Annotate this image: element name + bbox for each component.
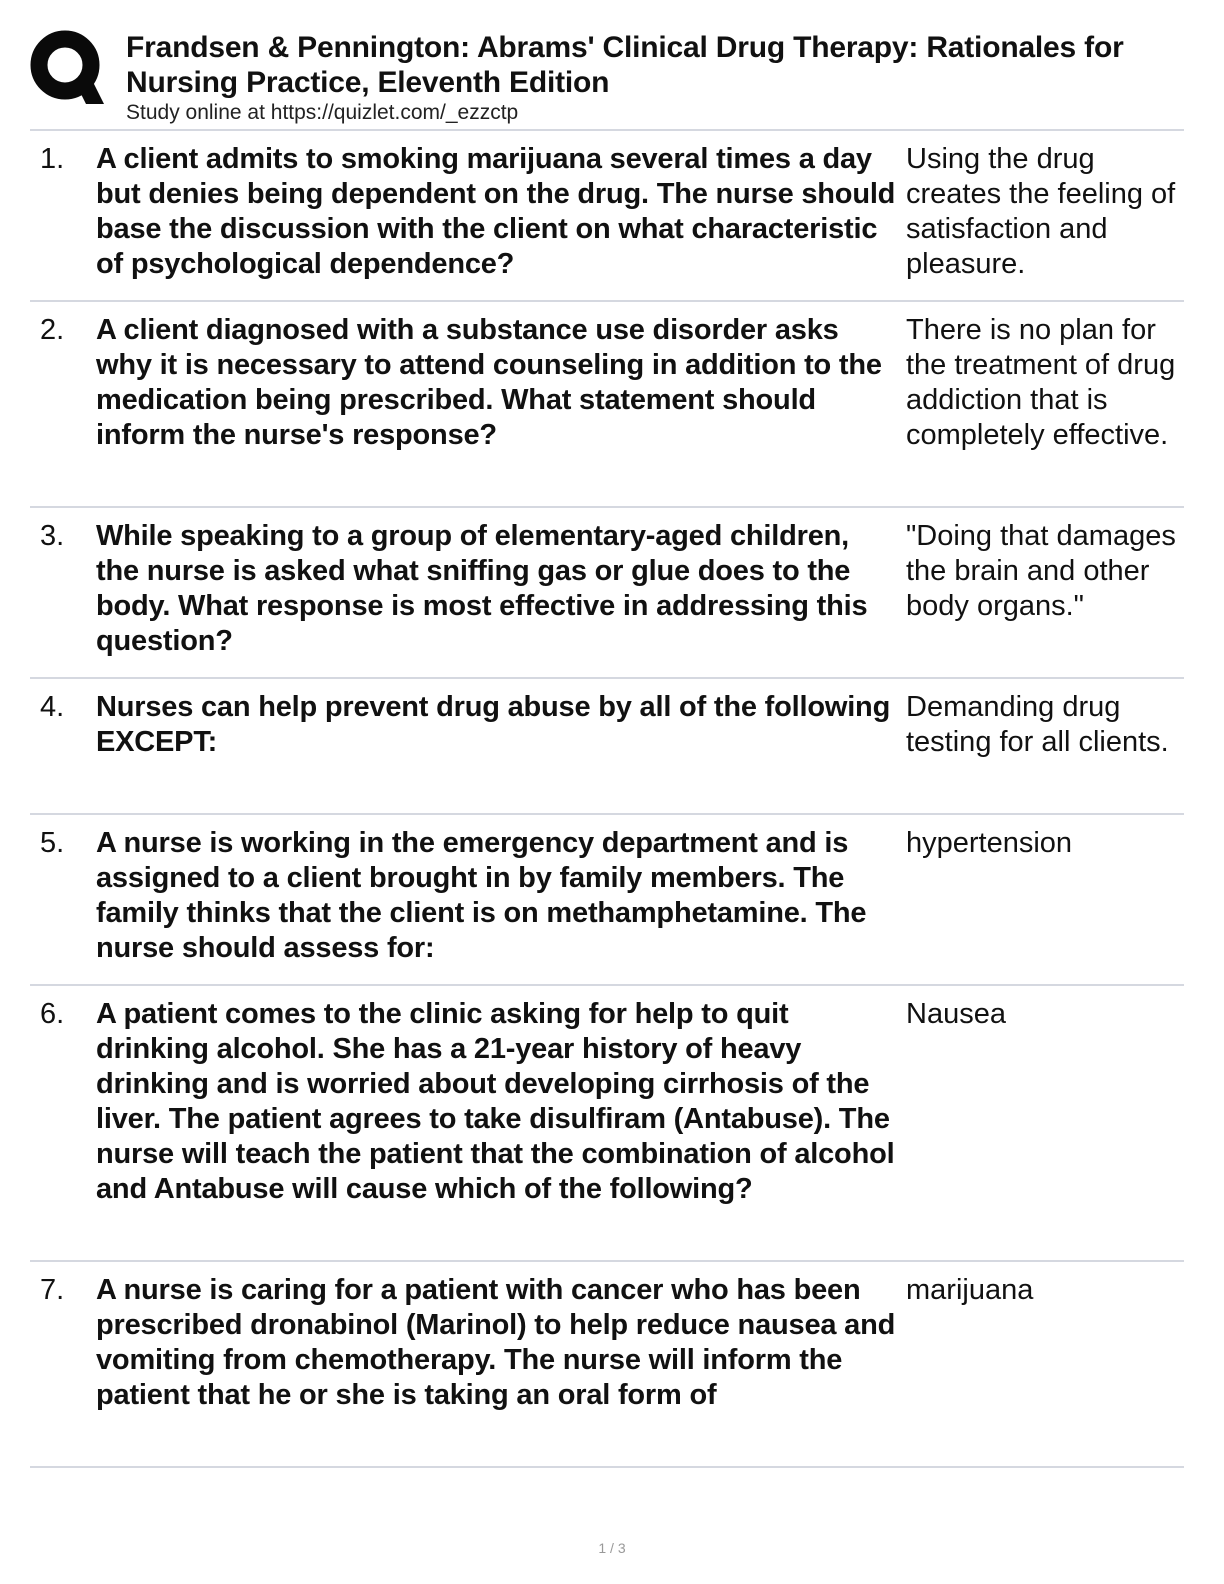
divider: [30, 677, 1184, 679]
card-number: 2.: [40, 314, 65, 346]
card-term: A patient comes to the clinic asking for help to quit drinking alcohol. She has a 21-year history of heavy drinking and is worried about developing cirrhosis of the liver. The patient agrees to take disulfiram (Antabuse). The nurse will teach the patient that the combination of alcohol and Antabuse will cause which of the following?: [96, 998, 895, 1205]
card-number: 6.: [40, 998, 65, 1030]
page-number: 1 / 3: [598, 1540, 626, 1556]
card-number: 4.: [40, 691, 65, 723]
divider: [30, 984, 1184, 986]
card-definition: marijuana: [906, 1274, 1034, 1306]
divider: [30, 506, 1184, 508]
divider: [30, 300, 1184, 302]
card-definition: There is no plan for the treatment of drug addiction that is completely effective.: [906, 314, 1176, 451]
card-definition: Using the drug creates the feeling of satisfaction and pleasure.: [906, 143, 1176, 280]
divider: [30, 1260, 1184, 1262]
card-number: 3.: [40, 520, 65, 552]
card-definition: "Doing that damages the brain and other body organs.": [906, 520, 1176, 622]
card-term: While speaking to a group of elementary-aged children, the nurse is asked what sniffing gas or glue does to the body. What response is most effective in addressing this question?: [96, 520, 868, 657]
card-definition: hypertension: [906, 827, 1073, 859]
card-term: A nurse is caring for a patient with cancer who has been prescribed dronabinol (Marinol) to help reduce nausea and vomiting from chemotherapy. The nurse will inform the patient that he or she is taking an oral form of: [96, 1274, 896, 1411]
card-number: 1.: [40, 143, 65, 175]
card-definition: Demanding drug testing for all clients.: [906, 691, 1169, 758]
card-definition: Nausea: [906, 998, 1006, 1030]
card-number: 7.: [40, 1274, 65, 1306]
card-term: Nurses can help prevent drug abuse by all of the following EXCEPT:: [96, 691, 891, 758]
quizlet-logo-icon: [30, 30, 104, 104]
divider: [30, 813, 1184, 815]
card-number: 5.: [40, 827, 65, 859]
divider: [30, 129, 1184, 131]
study-link[interactable]: Study online at https://quizlet.com/_ezzctp: [126, 101, 519, 124]
card-term: A client admits to smoking marijuana several times a day but denies being dependent on the drug. The nurse should base the discussion with the client on what characteristic of psychological dependence?: [96, 143, 896, 280]
card-term: A nurse is working in the emergency department and is assigned to a client brought in by family members. The family thinks that the client is on methamphetamine. The nurse should assess for:: [96, 827, 867, 964]
card-term: A client diagnosed with a substance use disorder asks why it is necessary to attend counseling in addition to the medication being prescribed. What statement should inform the nurse's response?: [96, 314, 882, 451]
divider: [30, 1466, 1184, 1468]
document-title: Frandsen & Pennington: Abrams' Clinical Drug Therapy: Rationales for Nursing Practice, Eleventh Edition: [126, 31, 1124, 99]
